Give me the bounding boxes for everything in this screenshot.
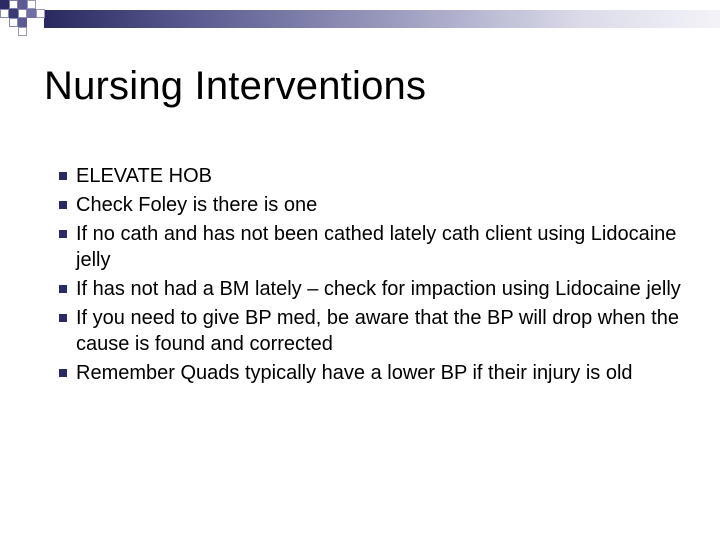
square-bullet-icon [59, 201, 67, 209]
decorative-square [18, 0, 27, 9]
bullet-item [68, 276, 688, 302]
decorative-square [9, 9, 18, 18]
decorative-square [0, 0, 9, 9]
bullet-text: If has not had a BM lately – check for impaction using Lidocaine jelly [76, 278, 681, 300]
square-bullet-icon [59, 314, 67, 322]
gradient-bar [44, 10, 720, 28]
square-bullet-icon [59, 172, 67, 180]
bullet-text: Remember Quads typically have a lower BP if their injury is old [76, 362, 633, 384]
decorative-square [27, 0, 36, 9]
bullet-item [68, 360, 688, 386]
square-bullet-icon [59, 369, 67, 377]
decorative-square [18, 18, 27, 27]
decorative-square [9, 0, 18, 9]
bullet-item [68, 192, 688, 218]
bullet-item [68, 305, 688, 357]
decorative-header-band [0, 0, 720, 44]
decorative-square [9, 18, 18, 27]
bullet-item [68, 221, 688, 273]
decorative-square [0, 9, 9, 18]
square-bullet-icon [59, 230, 67, 238]
decorative-square [27, 9, 36, 18]
bullet-list [68, 163, 688, 389]
bullet-text: If no cath and has not been cathed lately cath client using Lidocaine jelly [76, 223, 677, 271]
slide-title: Nursing Interventions [44, 64, 427, 108]
bullet-text: ELEVATE HOB [76, 165, 212, 187]
decorative-square [36, 9, 45, 18]
decorative-square [18, 27, 27, 36]
bullet-text: If you need to give BP med, be aware that the BP will drop when the cause is found and corrected [76, 307, 679, 355]
bullet-text: Check Foley is there is one [76, 194, 318, 216]
decorative-square [18, 9, 27, 18]
bullet-item [68, 163, 688, 189]
square-bullet-icon [59, 285, 67, 293]
